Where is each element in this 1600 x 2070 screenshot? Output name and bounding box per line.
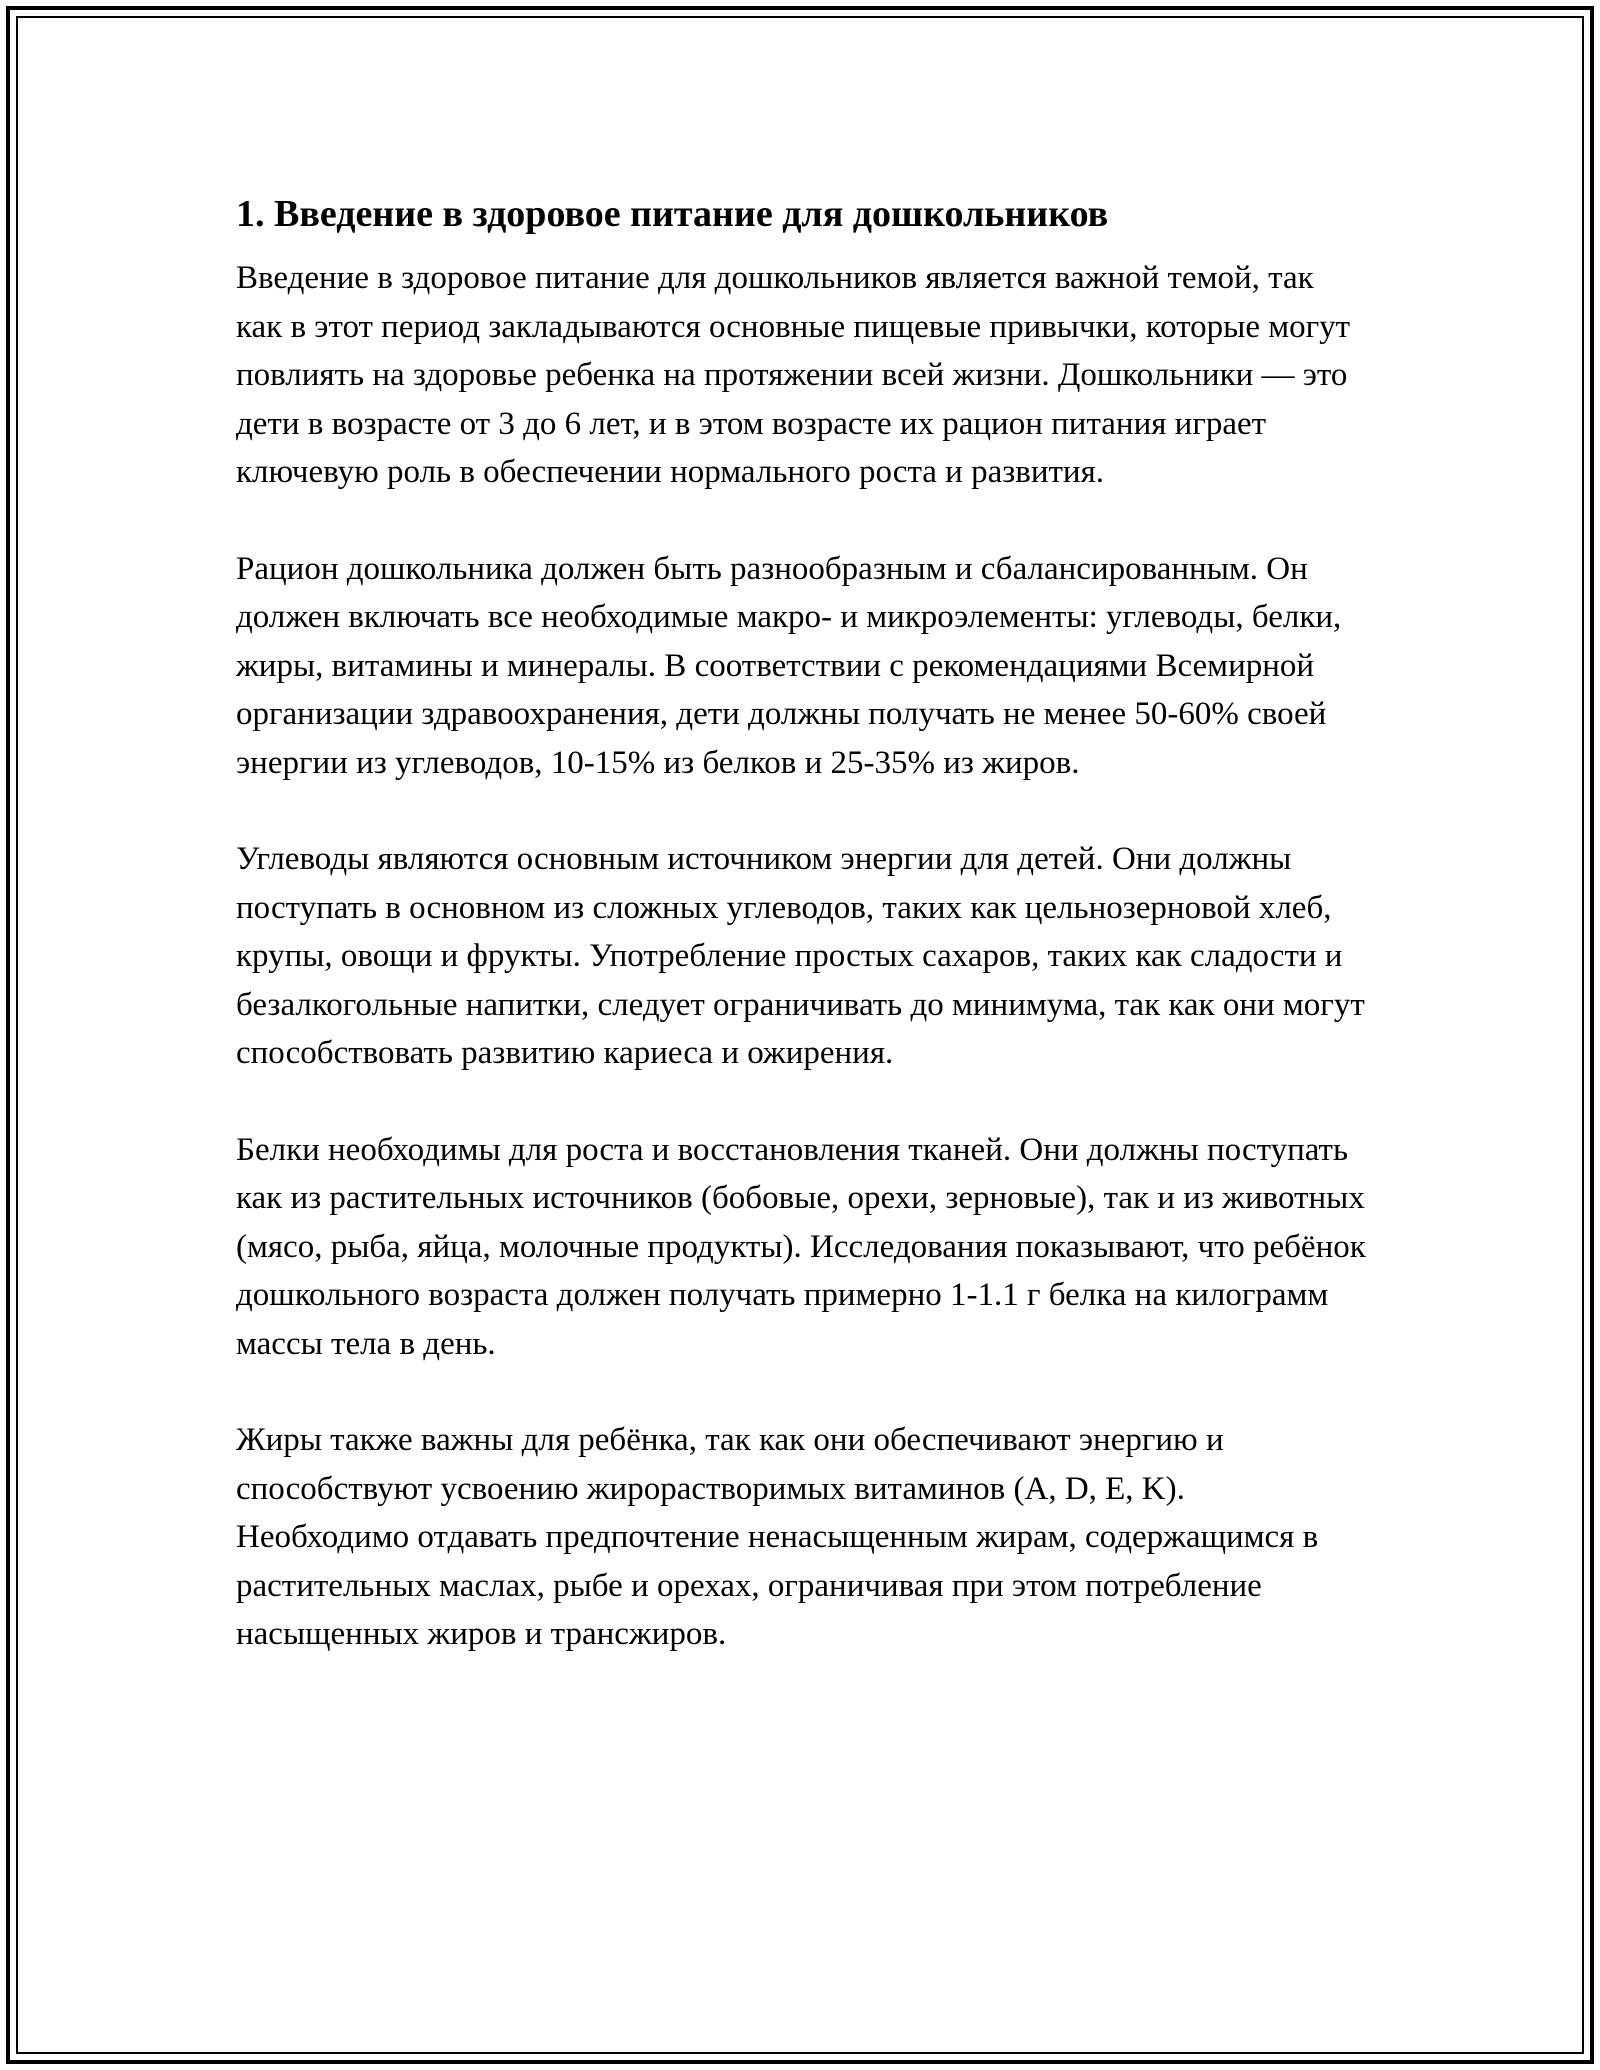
- paragraph-proteins: Белки необходимы для роста и восстановления тканей. Они должны поступать как из растительных источников (бобовые, орехи, зерновые), так и из животных (мясо, рыба, яйца, молочные продукты). Исследования показывают, что ребёнок дошкольного возраста должен получать примерно 1-1.1 г белка на килограмм массы тела в день.: [236, 1131, 1366, 1362]
- paragraph-fats: Жиры также важны для ребёнка, так как они обеспечивают энергию и способствуют усвоению жирорастворимых витаминов (A, D, E, K). Необходимо отдавать предпочтение ненасыщенным жирам, содержащимся в растительных маслах, рыбе и орехах, ограничивая при этом потребление насыщенных жиров и трансжиров.: [236, 1422, 1319, 1652]
- paragraph-carbohydrates: Углеводы являются основным источником энергии для детей. Они должны поступать в основном из сложных углеводов, таких как цельнозерновой хлеб, крупы, овощи и фрукты. Употребление простых сахаров, таких как сладости и безалкогольные напитки, следует ограничивать до минимума, так как они могут способствовать развитию кариеса и ожирения.: [236, 841, 1365, 1071]
- section-title: 1. Введение в здоровое питание для дошкольников: [236, 193, 1109, 235]
- paragraph-intro: Введение в здоровое питание для дошкольников является важной темой, так как в этот период закладываются основные пищевые привычки, которые могут повлиять на здоровье ребенка на протяжении всей жизни. Дошкольники — это дети в возрасте от 3 до 6 лет, и в этом возрасте их рацион питания играет ключевую роль в обеспечении нормального роста и развития.: [236, 260, 1351, 490]
- paragraph-diet-balance: Рацион дошкольника должен быть разнообразным и сбалансированным. Он должен включать все необходимые макро- и микроэлементы: углеводы, белки, жиры, витамины и минералы. В соответствии с рекомендациями Всемирной организации здравоохранения, дети должны получать не менее 50-60% своей энергии из углеводов, 10-15% из белков и 25-35% из жиров.: [236, 550, 1342, 781]
- document-body: [236, 182, 1366, 1659]
